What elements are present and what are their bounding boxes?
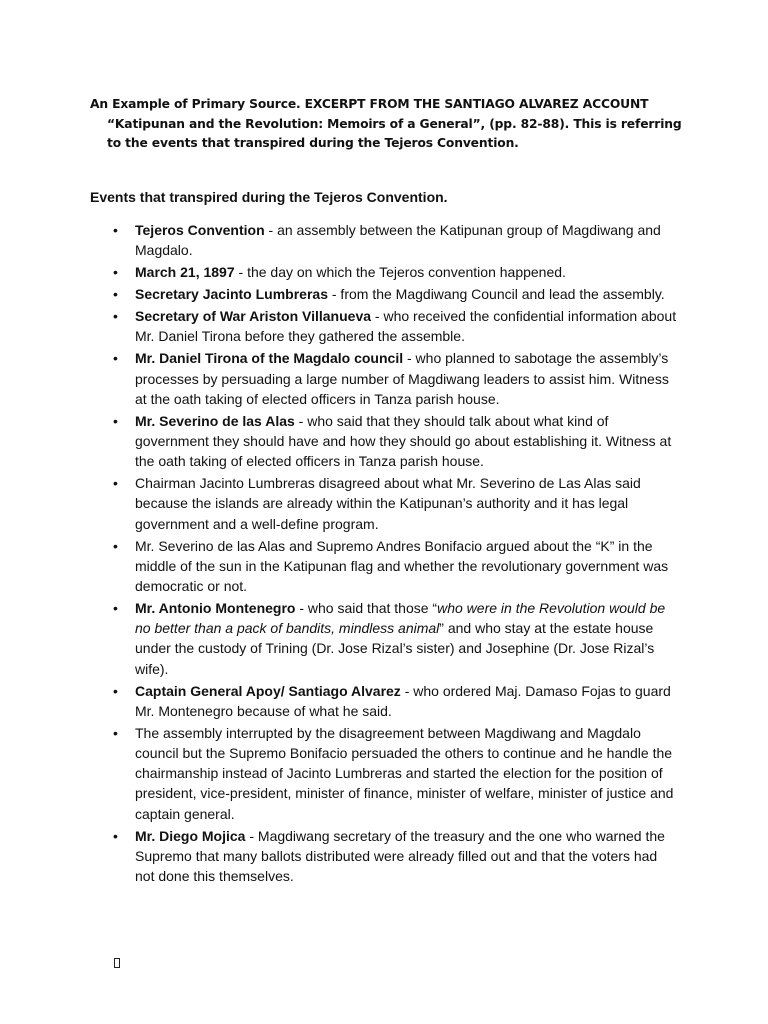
- list-item: [135, 220, 680, 260]
- item-term: Tejeros Convention: [135, 222, 265, 238]
- list-item: [135, 598, 680, 679]
- item-term: Mr. Diego Mojica: [135, 827, 246, 844]
- section-heading: Events that transpired during the Tejeros Convention.: [90, 189, 448, 205]
- item-text: Mr. Severino de las Alas and Supremo Andres Bonifacio argued about the “K” in the middle of the sun in the Katipunan flag and whether the revolutionary government was democratic or not.: [135, 537, 669, 595]
- list-item: [135, 536, 680, 597]
- intro-line-1: An Example of Primary Source. EXCERPT FROM THE SANTIAGO ALVAREZ ACCOUNT: [90, 97, 649, 111]
- item-term: March 21, 1897: [135, 264, 235, 281]
- item-text: - who received the confidential information about Mr. Daniel Tirona before they gathered the assemble.: [135, 308, 677, 345]
- item-text: - Magdiwang secretary of the treasury and the one who warned the Supremo that many ballots distributed were already filled out and that the voters had not done this themselves.: [135, 827, 665, 885]
- list-item: [135, 473, 680, 534]
- list-item: [135, 262, 680, 282]
- item-text: - the day on which the Tejeros convention happened.: [234, 264, 566, 281]
- item-term: Mr. Antonio Montenegro: [135, 600, 296, 617]
- missing-glyph-icon: [114, 958, 120, 968]
- item-text: - who planned to sabotage the assembly’s processes by persuading a large number of Magdiwang leaders to assist him. Witness at the oath taking of elected officers in Tanza parish house.: [135, 350, 669, 407]
- list-item: [135, 723, 680, 824]
- intro-paragraph: [90, 95, 690, 154]
- intro-line-2: “Katipunan and the Revolution: Memoirs of a General”, (pp. 82-88). This is referring to the events that transpired during the Tejeros Convention.: [107, 116, 682, 150]
- item-text: - who said that those “: [295, 600, 438, 617]
- item-text: - who ordered Maj. Damaso Fojas to guard Mr. Montenegro because of what he said.: [135, 682, 671, 719]
- item-term: Mr. Daniel Tirona of the Magdalo council: [135, 350, 404, 367]
- item-text-after: ” and who stay at the estate house under the custody of Trining (Dr. Jose Rizal’s sister) and Josephine (Dr. Jose Rizal’s wife).: [135, 620, 655, 677]
- item-text: - who said that they should talk about what kind of government they should have and how they should go about establishing it. Witness at the oath taking of elected officers in Tanza parish house.: [135, 412, 672, 470]
- events-list: [0, 220, 768, 888]
- item-term: Secretary Jacinto Lumbreras: [135, 286, 328, 303]
- list-item: [135, 826, 680, 887]
- item-term: Mr. Severino de las Alas: [135, 412, 295, 429]
- list-item: [135, 411, 680, 472]
- list-item: [135, 306, 680, 346]
- item-term: Captain General Apoy/ Santiago Alvarez: [135, 682, 401, 699]
- item-text: - from the Magdiwang Council and lead the assembly.: [327, 286, 665, 303]
- item-text: The assembly interrupted by the disagreement between Magdiwang and Magdalo council but the Supremo Bonifacio persuaded the others to continue and he handle the chairmanship instead of Jacinto Lumbreras and started the election for the position of president, vice-president, minister of finance, minister of welfare, minister of justice and captain general.: [135, 724, 674, 822]
- item-text: - an assembly between the Katipunan group of Magdiwang and Magdalo.: [135, 222, 661, 259]
- item-text: Chairman Jacinto Lumbreras disagreed about what Mr. Severino de Las Alas said because the islands are already within the Katipunan’s authority and it has legal government and a well-define program.: [135, 475, 641, 532]
- list-item: [135, 348, 680, 409]
- item-term: Secretary of War Ariston Villanueva: [135, 308, 372, 325]
- list-item: [135, 284, 680, 304]
- list-item: [135, 681, 680, 721]
- item-quote: who were in the Revolution would be no better than a pack of bandits, mindless animal: [135, 600, 666, 637]
